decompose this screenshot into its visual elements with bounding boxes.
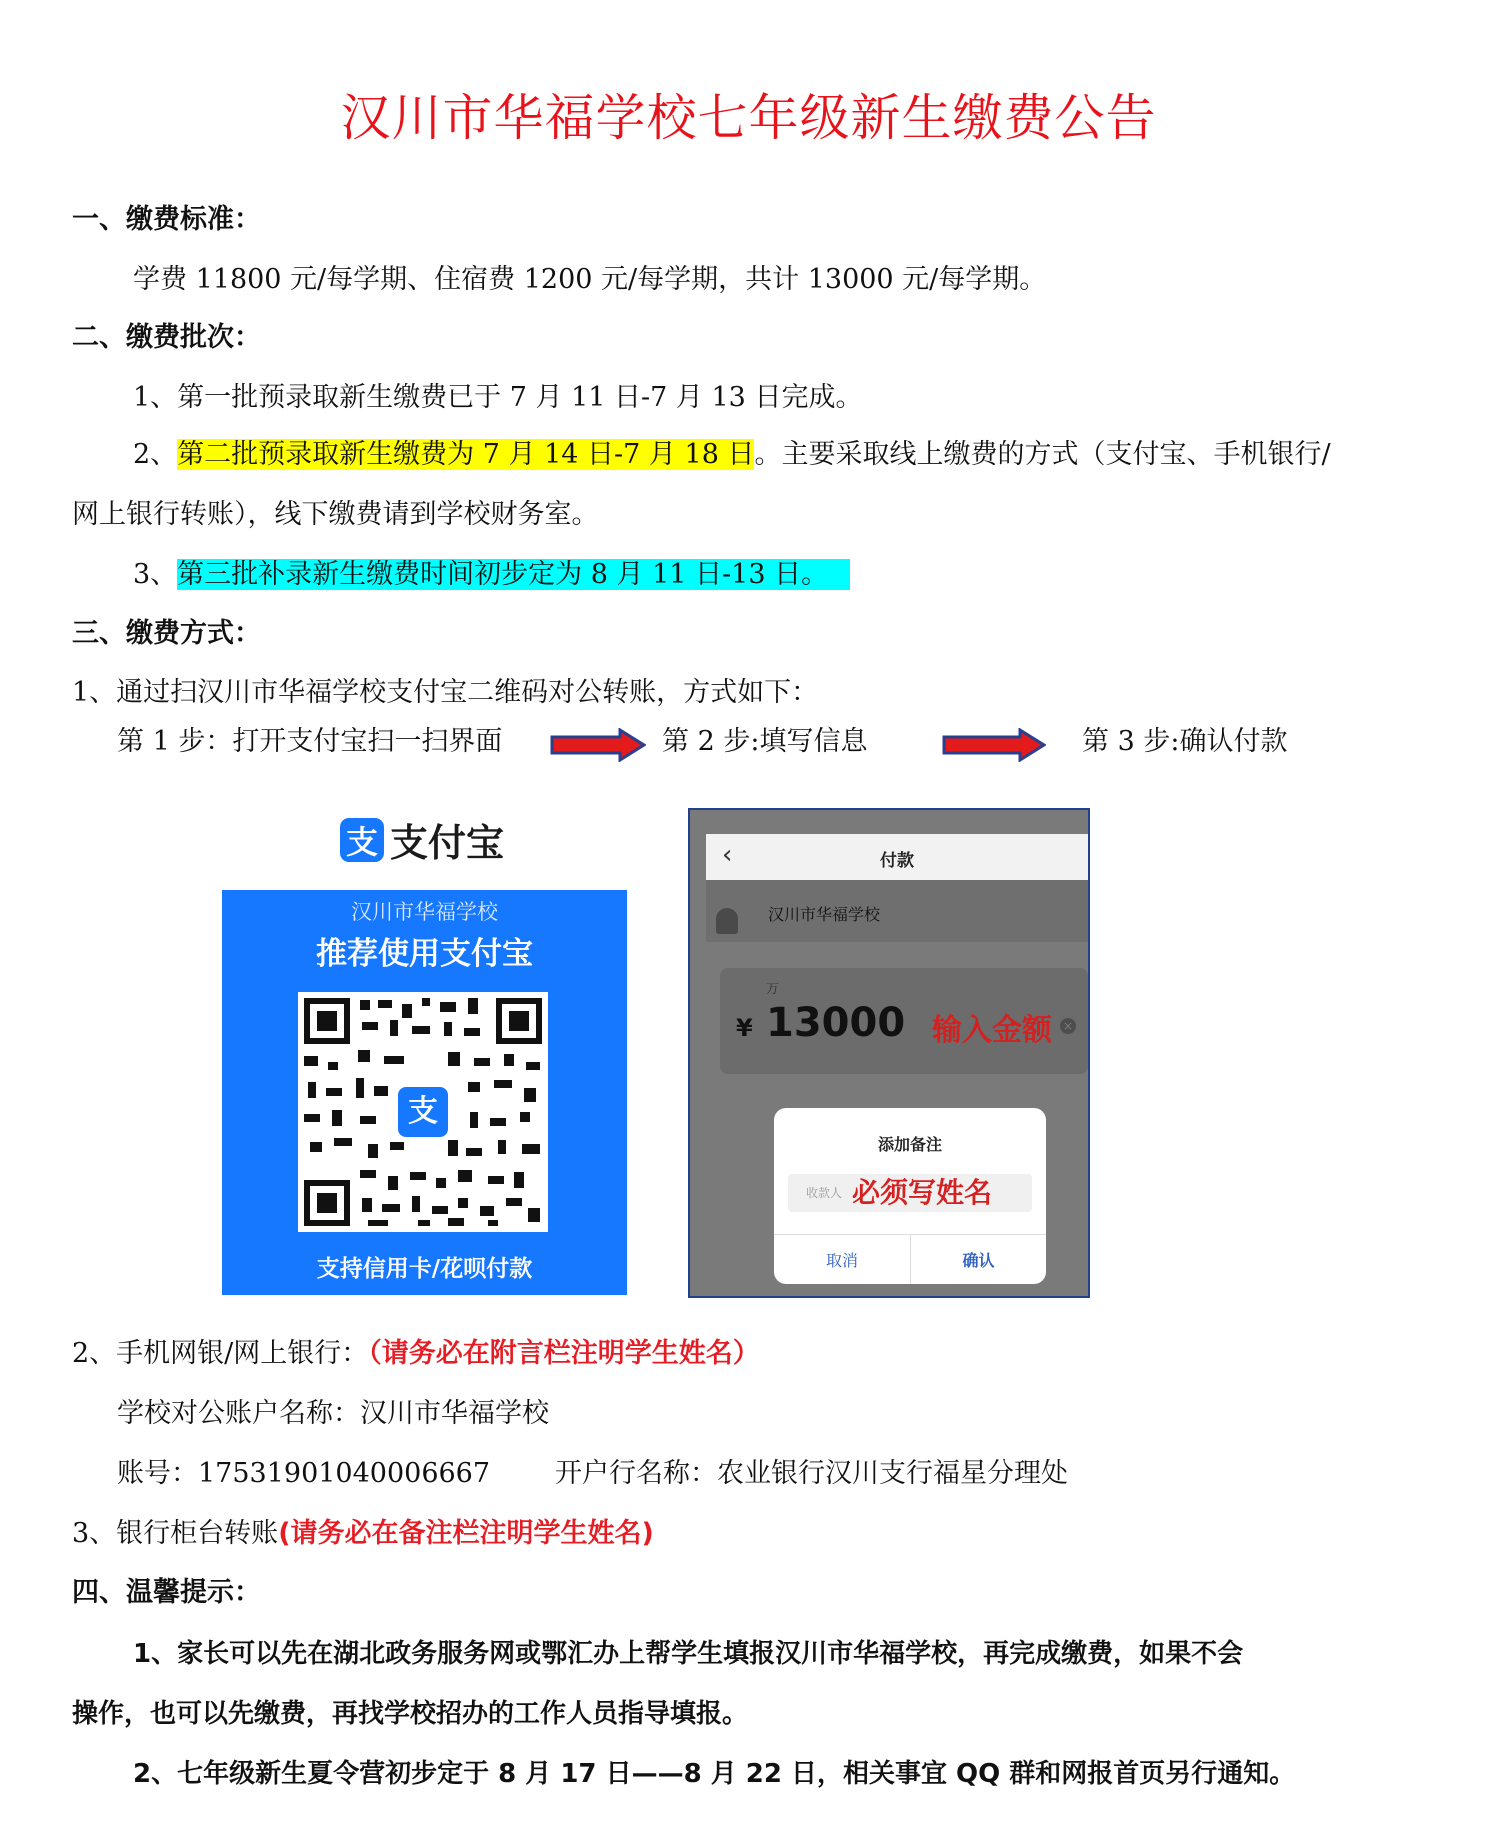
- batch-2-highlight: 第二批预录取新生缴费为 7 月 14 日-7 月 18 日: [177, 439, 755, 470]
- payment-screenshot: [688, 808, 1090, 1298]
- batch-2-rest: 。主要采取线上缴费的方式（支付宝、手机银行/: [754, 439, 1331, 470]
- batch-3-text: [133, 555, 850, 595]
- qr-school-name: 汉川市华福学校: [351, 900, 498, 924]
- section-heading-standard: 一、缴费标准：: [72, 204, 261, 235]
- alipay-logo: [340, 812, 504, 867]
- section-heading-tips: 四、温馨提示：: [72, 1577, 261, 1608]
- note-placeholder: 收款人: [806, 1186, 843, 1200]
- page-title: 汉川市华福学校七年级新生缴费公告: [340, 89, 1157, 147]
- qr-center-alipay-icon: 支: [408, 1094, 438, 1129]
- section-heading-methods: 三、缴费方式：: [72, 618, 261, 649]
- payee-name: 汉川市华福学校: [768, 905, 881, 924]
- dialog-title: 添加备注: [877, 1135, 942, 1154]
- amount-hint: 输入金额: [932, 1013, 1052, 1048]
- step-3-text: 第 3 步:确认付款: [1082, 726, 1288, 757]
- method-3-text: [72, 1514, 654, 1554]
- account-name: 学校对公账户名称：汉川市华福学校: [117, 1398, 549, 1429]
- qr-recommend-text: 推荐使用支付宝: [316, 936, 533, 972]
- note-dialog: [774, 1108, 1046, 1284]
- method-2-note: （请务必在附言栏注明学生姓名）: [368, 1338, 760, 1369]
- step-1-text: 第 1 步：打开支付宝扫一扫界面: [117, 726, 503, 757]
- tip-2-text: 2、七年级新生夏令营初步定于 8 月 17 日——8 月 22 日，相关事宜 QQ 群和网报首页另行通知。: [133, 1759, 1296, 1789]
- batch-2-text: [133, 435, 1331, 475]
- note-instruction: 必须写姓名: [852, 1176, 993, 1209]
- cancel-button[interactable]: 取消: [825, 1251, 858, 1270]
- tip-1-line-1: 1、家长可以先在湖北政务服务网或鄂汇办上帮学生填报汉川市华福学校，再完成缴费，如果不会: [133, 1639, 1244, 1669]
- alipay-qr-card: [222, 890, 627, 1295]
- step-2-text: 第 2 步:填写信息: [662, 726, 868, 757]
- batch-2-prefix: 2、: [133, 439, 178, 470]
- confirm-button[interactable]: 确认: [962, 1251, 995, 1270]
- qr-code[interactable]: [298, 992, 548, 1232]
- section-heading-batches: 二、缴费批次：: [72, 322, 261, 353]
- phone-header: [706, 834, 1088, 880]
- currency-symbol: ¥: [736, 1014, 753, 1042]
- fee-standard-text: 学费 11800 元/每学期、住宿费 1200 元/每学期，共计 13000 元/每学期。: [133, 264, 1047, 295]
- account-number: 账号：17531901040006667: [117, 1458, 491, 1489]
- amount-unit: 万: [766, 982, 780, 997]
- method-1-text: 1、通过扫汉川市华福学校支付宝二维码对公转账，方式如下：: [72, 677, 819, 708]
- arrow-right-icon: [942, 728, 1046, 762]
- method-3-note: (请务必在备注栏注明学生姓名): [278, 1518, 654, 1549]
- arrow-right-icon: [550, 728, 646, 762]
- batch-1-text: 1、第一批预录取新生缴费已于 7 月 11 日-7 月 13 日完成。: [133, 382, 863, 413]
- alipay-logo-text: 支付宝: [390, 821, 505, 865]
- batch-2-continuation: 网上银行转账），线下缴费请到学校财务室。: [72, 499, 599, 530]
- bank-name: 开户行名称：农业银行汉川支行福星分理处: [555, 1458, 1068, 1489]
- batch-3-prefix: 3、: [133, 559, 178, 590]
- method-2-label: 2、手机网银/网上银行：: [72, 1338, 369, 1369]
- clear-icon[interactable]: ×: [1060, 1018, 1076, 1034]
- back-icon[interactable]: ‹: [722, 840, 733, 870]
- note-input[interactable]: [788, 1174, 1032, 1212]
- tip-1-line-2: 操作，也可以先缴费，再找学校招办的工作人员指导填报。: [72, 1699, 749, 1729]
- method-3-label: 3、银行柜台转账: [72, 1518, 279, 1549]
- batch-3-highlight: 第三批补录新生缴费时间初步定为 8 月 11 日-13 日。: [177, 559, 850, 590]
- payee-row: [706, 880, 1088, 942]
- avatar-icon: [716, 908, 738, 934]
- alipay-logo-icon: 支: [340, 818, 384, 862]
- phone-header-title: 付款: [880, 851, 914, 871]
- method-2-text: [72, 1334, 760, 1374]
- qr-support-text: 支持信用卡/花呗付款: [316, 1256, 533, 1282]
- amount-input[interactable]: 13000: [766, 1000, 906, 1046]
